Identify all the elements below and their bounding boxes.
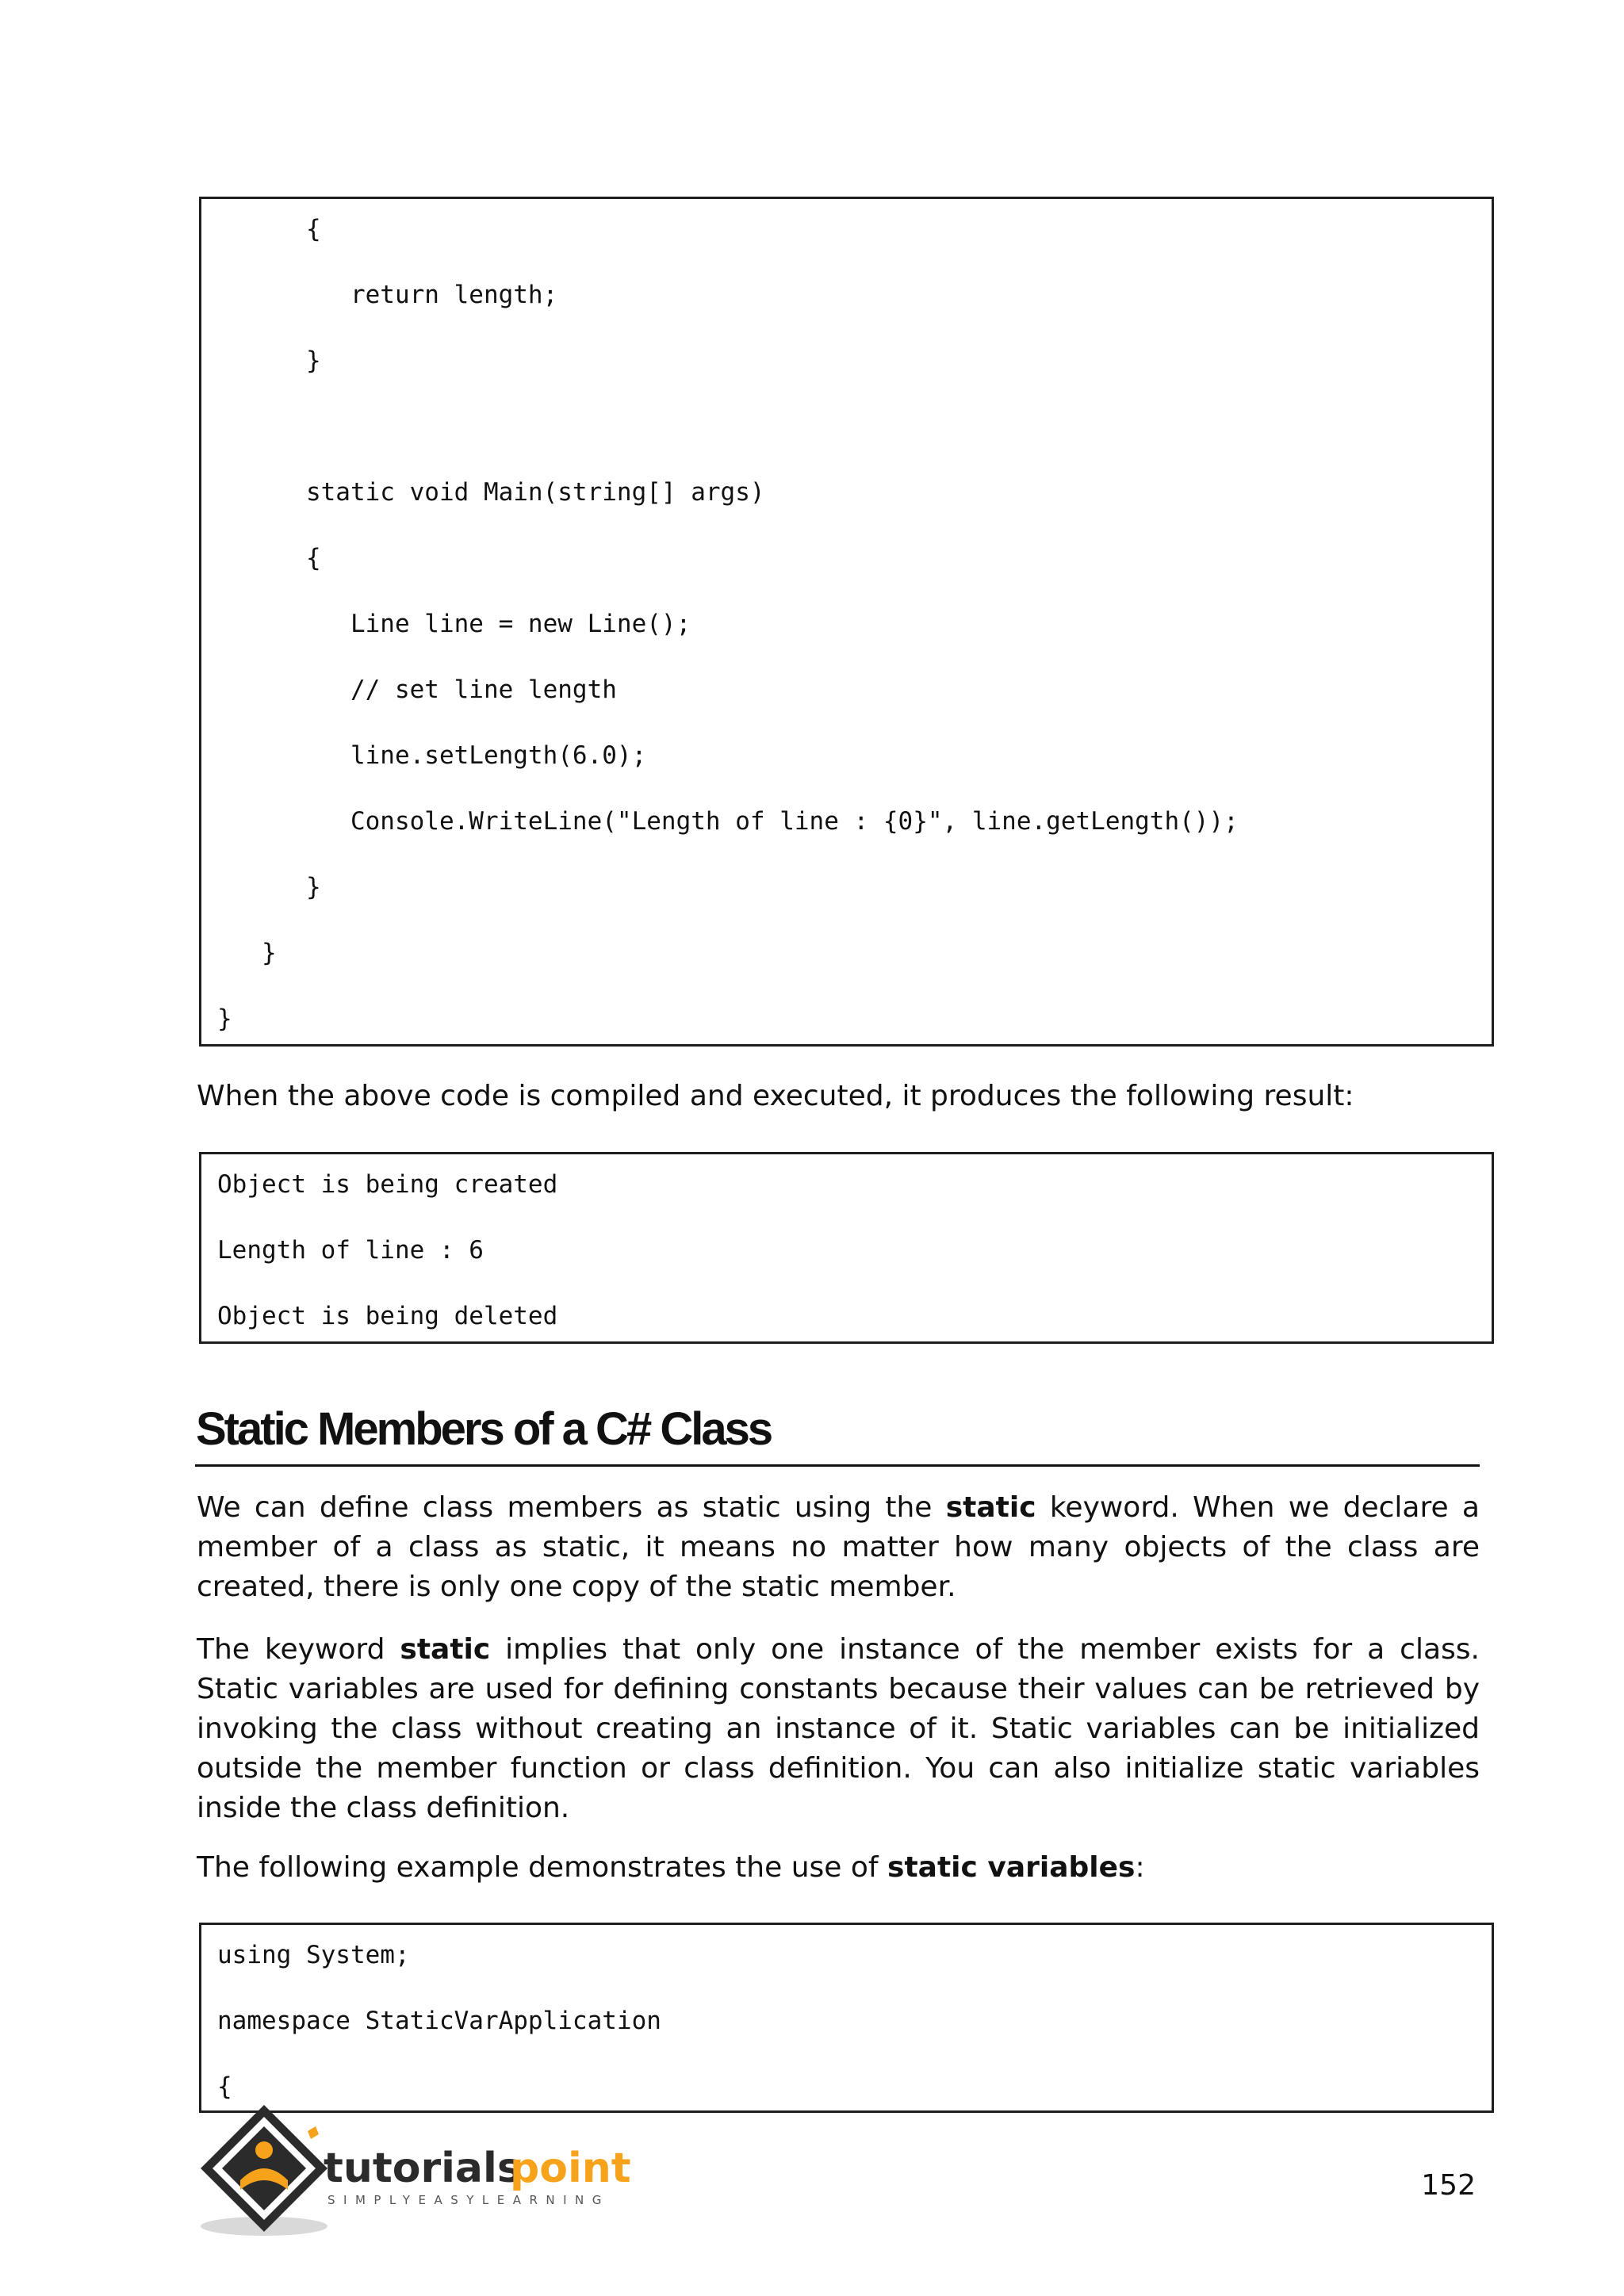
output-block [199, 1152, 1494, 1344]
keyword-static-variables: static variables [887, 1851, 1136, 1884]
logo-wordmark-left: tutorials [324, 2145, 522, 2192]
code-line: namespace StaticVarApplication [217, 2007, 661, 2035]
page-number: 152 [1421, 2169, 1476, 2202]
code-line: } [217, 939, 277, 967]
section-heading: Static Members of a C# Class [196, 1403, 772, 1455]
code-line: // set line length [217, 675, 617, 704]
code-line: return length; [217, 281, 558, 309]
code-line: { [217, 544, 321, 572]
keyword-static: static [400, 1633, 491, 1666]
tutorialspoint-logo [197, 2101, 649, 2240]
code-block-1 [199, 197, 1494, 1047]
result-intro-text: When the above code is compiled and executed, it produces the following result: [197, 1080, 1354, 1112]
code-line: using System; [217, 1941, 410, 1969]
code-block-2 [199, 1923, 1494, 2113]
code-line: { [217, 2072, 232, 2101]
paragraph-text: : [1135, 1851, 1145, 1884]
code-line: } [217, 1004, 232, 1033]
code-line: static void Main(string[] args) [217, 478, 765, 507]
logo-wordmark-right: point [510, 2145, 631, 2192]
output-line: Length of line : 6 [217, 1236, 484, 1265]
code-line: { [217, 215, 321, 243]
spark-icon [308, 2126, 319, 2139]
person-icon [255, 2141, 273, 2159]
code-line: line.setLength(6.0); [217, 741, 647, 770]
code-line: } [217, 346, 321, 375]
logo-tagline: SIMPLYEASYLEARNING [327, 2193, 610, 2207]
paragraph-text: implies that only one instance of the member exists for a class. Static variables are used for defining constants because their values can be retrieved by invoking the class without creating an instance of it. Static variables can be initialized outside the member function or class definition. You can also initialize static variables inside the class definition. [197, 1633, 1480, 1824]
paragraph-text: keyword. When we declare a member of a class as static, it means no matter how many objects of the class are created, there is only one copy of the static member. [197, 1491, 1480, 1603]
code-line: Console.WriteLine("Length of line : {0}", line.getLength()); [217, 807, 1239, 836]
paragraph-text: We can define class members as static using the [197, 1491, 946, 1524]
code-line: } [217, 873, 321, 901]
code-line: Line line = new Line(); [217, 610, 691, 638]
output-line: Object is being created [217, 1170, 558, 1199]
output-line: Object is being deleted [217, 1302, 558, 1330]
heading-underline [195, 1464, 1480, 1467]
paragraph-3 [197, 1848, 1480, 1888]
keyword-static: static [945, 1491, 1036, 1524]
paragraph-1 [197, 1488, 1480, 1607]
paragraph-text: The keyword [197, 1633, 400, 1666]
paragraph-text: The following example demonstrates the use of [197, 1851, 888, 1884]
paragraph-2 [197, 1630, 1480, 1828]
